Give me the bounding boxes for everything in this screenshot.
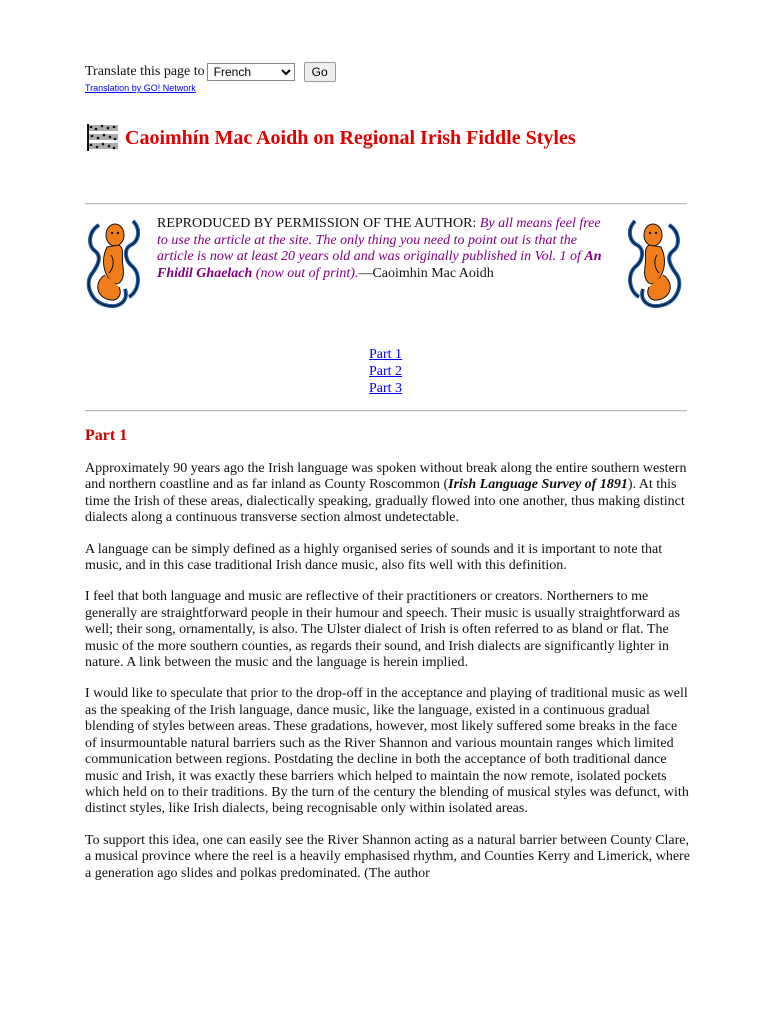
section-heading: Part 1 bbox=[85, 427, 128, 444]
page-header bbox=[87, 123, 576, 153]
permission-quote-text: By all means feel free to use the article at the site. The only thing you need to point out is that the article is now at least 20 years old and was originally published in Vol. 1 of bbox=[157, 216, 601, 264]
translate-widget bbox=[85, 62, 336, 93]
paragraph-1 bbox=[85, 461, 690, 527]
sheet-music-icon bbox=[87, 123, 119, 153]
permission-note bbox=[157, 216, 613, 282]
part-1-link[interactable]: Part 1 bbox=[369, 347, 403, 362]
permission-caps: REPRODUCED BY PERMISSION OF THE AUTHOR: bbox=[157, 216, 480, 231]
paragraph-1-text-a: Approximately 90 years ago the Irish language was spoken without break along the entire southern western and northern coastline and as far inland as County Roscommon ( bbox=[85, 461, 687, 493]
paragraph-4: I would like to speculate that prior to the drop-off in the acceptance and playing of traditional music as well as the speaking of the Irish language, dance music, like the language, existed in a continuous gradual blending of styles between areas. These gradations, however, most likely suffered some breaks in the face of insurmountable natural barriers such as the River Shannon and various mountain ranges which limited communication between regions. Postdating the decline in both the acceptance of both traditional dance music and Irish, it was exactly these barriers which helped to maintain the now remote, isolated pockets which held on to their traditions. By the turn of the century the blending of musical styles was defunct, with distinct styles, like Irish dialects, being recognisable only within isolated areas. bbox=[85, 686, 689, 817]
paragraph-2: A language can be simply defined as a highly organised series of sounds and it is important to note that music, and in this case traditional Irish dance music, also fits well with this definition. bbox=[85, 541, 663, 574]
parts-nav bbox=[369, 346, 402, 397]
celtic-knot-figure-icon bbox=[85, 215, 143, 313]
permission-quote-end: (now out of print). bbox=[252, 265, 359, 281]
page-title: Caoimhín Mac Aoidh on Regional Irish Fiddle Styles bbox=[125, 126, 576, 149]
divider-middle bbox=[85, 410, 687, 412]
translation-credit-link[interactable]: Translation by GO! Network bbox=[85, 83, 196, 93]
article-body bbox=[85, 461, 690, 897]
part-2-link[interactable]: Part 2 bbox=[369, 364, 403, 379]
go-button[interactable]: Go bbox=[304, 62, 336, 82]
divider-top bbox=[85, 203, 687, 205]
paragraph-3: I feel that both language and music are reflective of their practitioners or creators. Northerners to me generally are straightforward people in their humour and speech. Their music is usually straightforward as well; their song, ornamentally, is also. The Ulster dialect of Irish is often referred to as bland or flat. The music of the more southern counties, as regards their sound, and Irish dialects are significantly lighter in nature. A link between the music and the language is herein implied. bbox=[85, 589, 680, 671]
part-3-link[interactable]: Part 3 bbox=[369, 381, 403, 396]
translate-label: Translate this page to bbox=[85, 64, 205, 79]
paragraph-5: To support this idea, one can easily see the River Shannon acting as a natural barrier between County Clare, a musical province where the reel is a heavily emphasised rhythm, and Counties Kerry and Limerick, where a generation ago slides and polkas predominated. (The author bbox=[85, 832, 690, 881]
celtic-knot-figure-icon bbox=[625, 215, 683, 313]
survey-citation: Irish Language Survey of 1891 bbox=[448, 477, 628, 493]
language-select[interactable] bbox=[207, 63, 295, 81]
permission-attribution: —Caoimhin Mac Aoidh bbox=[358, 265, 494, 281]
paragraph-1-text-b: ). At this time the Irish of these areas, dialectically speaking, gradually flowed into one another, thus making distinct dialects along a continuous transverse section almost undetectable. bbox=[85, 477, 685, 526]
publication-title: An Fhidil Ghaelach bbox=[157, 249, 602, 281]
